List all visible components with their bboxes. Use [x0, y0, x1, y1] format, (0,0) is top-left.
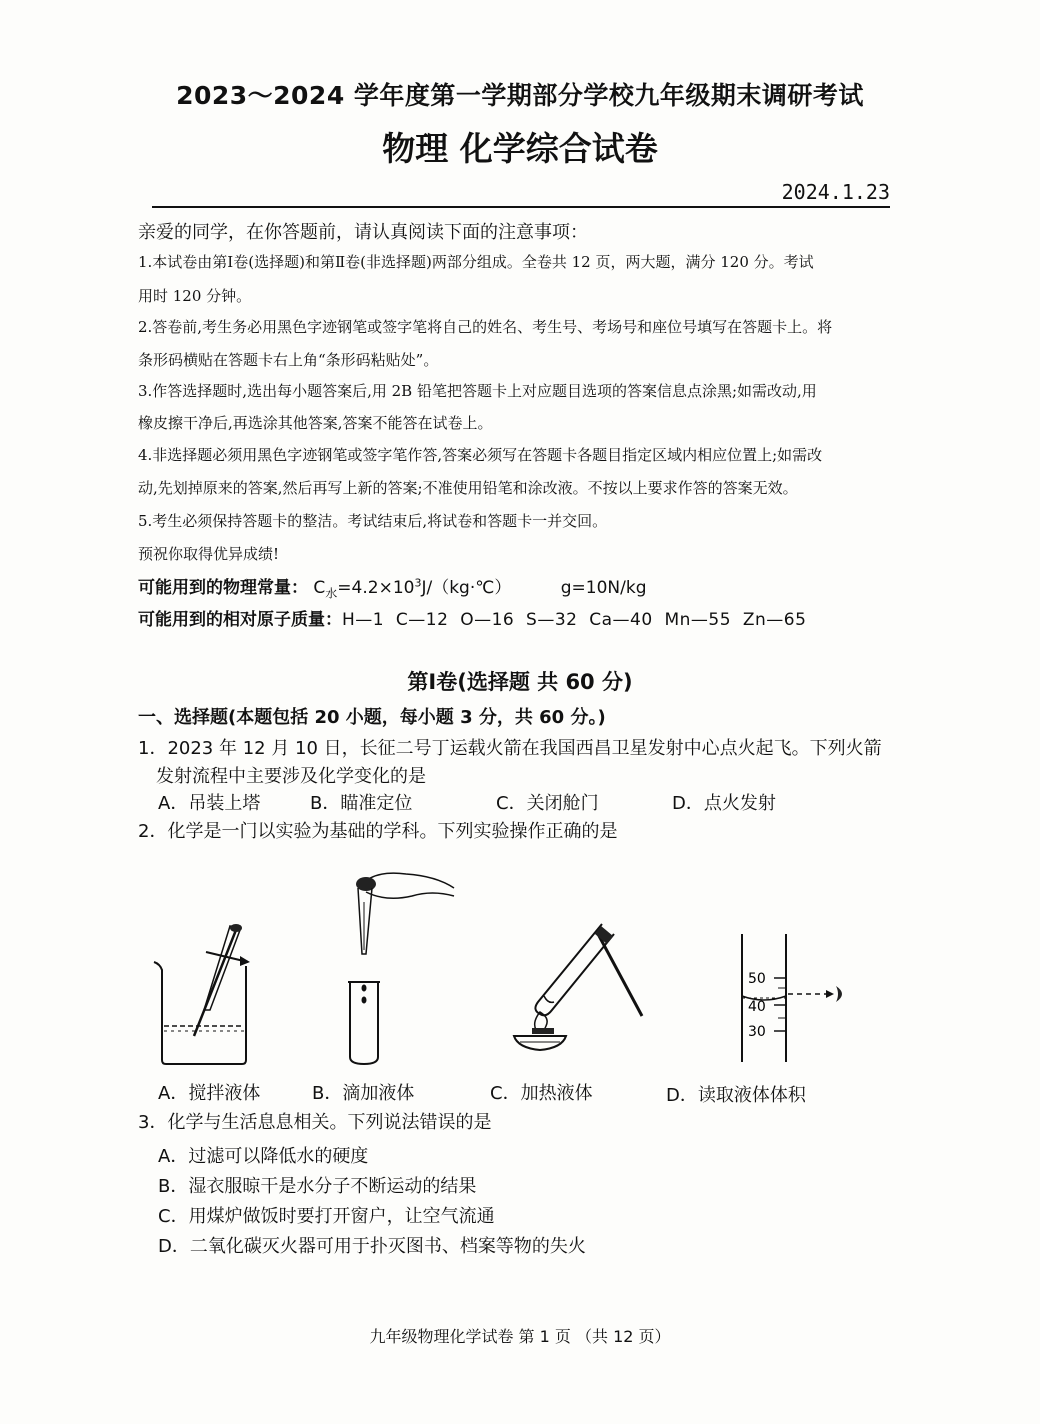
physics-constants — [138, 573, 646, 601]
notice-line: 预祝你取得优异成绩! — [138, 545, 280, 563]
figure-d-cylinder — [736, 930, 856, 1065]
notice-line: 3.作答选择题时,选出每小题答案后,用 2B 铅笔把答题卡上对应题目选项的答案信息点涂黑;如需改动,用 — [138, 382, 817, 400]
physics-g-value: g=10N/kg — [560, 578, 647, 598]
physics-c-subscript: 水 — [325, 586, 338, 601]
notice-line: 橡皮擦干净后,再选涂其他答案,答案不能答在试卷上。 — [138, 414, 493, 432]
page-footer: 九年级物理化学试卷 第 1 页 （共 12 页） — [369, 1327, 671, 1346]
physics-c-unit: J/（kg·℃） — [421, 578, 512, 598]
atomic-masses — [138, 605, 806, 630]
notice-line: 2.答卷前,考生务必用黑色字迹钢笔或签字笔将自己的姓名、考生号、考场号和座位号填写在答题卡上。将 — [138, 318, 833, 336]
exam-subtitle: 物理 化学综合试卷 — [382, 129, 658, 168]
section-title: 第Ⅰ卷(选择题 共 60 分) — [407, 670, 633, 694]
question-3-option-b: B．湿衣服晾干是水分子不断运动的结果 — [158, 1176, 477, 1197]
question-2-option-c: C．加热液体 — [490, 1083, 593, 1104]
cylinder-mark-50: 50 — [748, 971, 766, 987]
figure-c-heating — [510, 918, 650, 1058]
notice-line: 用时 120 分钟。 — [138, 287, 252, 305]
question-3-option-c: C．用煤炉做饭时要打开窗户，让空气流通 — [158, 1206, 495, 1227]
notice-line: 动,先划掉原来的答案,然后再写上新的答案;不准使用铅笔和涂改液。不按以上要求作答的答案无效。 — [138, 479, 798, 497]
notice-line: 5.考生必须保持答题卡的整洁。考试结束后,将试卷和答题卡一并交回。 — [138, 512, 608, 530]
question-1-option-b: B．瞄准定位 — [310, 793, 413, 814]
question-1-option-a: A．吊装上塔 — [158, 793, 261, 814]
figure-b-dropping — [336, 862, 456, 1067]
question-2-option-d: D．读取液体体积 — [666, 1085, 806, 1106]
physics-c-value: =4.2×10 — [337, 578, 415, 598]
atomic-masses-label: 可能用到的相对原子质量： — [138, 610, 342, 630]
notice-line: 4.非选择题必须用黑色字迹钢笔或签字笔作答,答案必须写在答题卡各题目指定区域内相应位置上;如需改 — [138, 446, 823, 464]
exam-date: 2024.1.23 — [781, 180, 890, 204]
notice-heading: 亲爱的同学，在你答题前，请认真阅读下面的注意事项： — [138, 222, 588, 243]
question-2-option-a: A．搅拌液体 — [158, 1083, 261, 1104]
figure-a-stirring — [150, 918, 260, 1068]
cylinder-mark-30: 30 — [748, 1024, 766, 1040]
exam-title: 2023～2024 学年度第一学期部分学校九年级期末调研考试 — [176, 81, 864, 110]
notice-line: 1.本试卷由第Ⅰ卷(选择题)和第Ⅱ卷(非选择题)两部分组成。全卷共 12 页，两大题，满分 120 分。考试 — [138, 253, 814, 271]
physics-c-symbol: C — [313, 578, 326, 598]
question-1-option-c: C．关闭舱门 — [496, 793, 599, 814]
physics-c-exponent: 3 — [414, 576, 422, 590]
atomic-masses-values: H—1 C—12 O—16 S—32 Ca—40 Mn—55 Zn—65 — [342, 610, 807, 630]
question-3-option-a: A．过滤可以降低水的硬度 — [158, 1146, 369, 1167]
question-1-line-2: 发射流程中主要涉及化学变化的是 — [156, 766, 426, 787]
question-3-option-d: D．二氧化碳灭火器可用于扑灭图书、档案等物的失火 — [158, 1236, 586, 1257]
question-2: 2．化学是一门以实验为基础的学科。下列实验操作正确的是 — [138, 821, 618, 842]
cylinder-mark-40: 40 — [748, 999, 766, 1015]
part-heading: 一、选择题(本题包括 20 小题，每小题 3 分，共 60 分。) — [138, 707, 606, 728]
question-1-option-d: D．点火发射 — [672, 793, 776, 814]
physics-constants-label: 可能用到的物理常量： — [138, 578, 308, 598]
question-2-option-b: B．滴加液体 — [312, 1083, 415, 1104]
question-1-line-1: 1．2023 年 12 月 10 日，长征二号丁运载火箭在我国西昌卫星发射中心点火起飞。下列火箭 — [138, 738, 882, 759]
question-3: 3．化学与生活息息相关。下列说法错误的是 — [138, 1112, 492, 1133]
notice-line: 条形码横贴在答题卡右上角“条形码粘贴处”。 — [138, 351, 439, 369]
header-rule — [152, 206, 890, 208]
